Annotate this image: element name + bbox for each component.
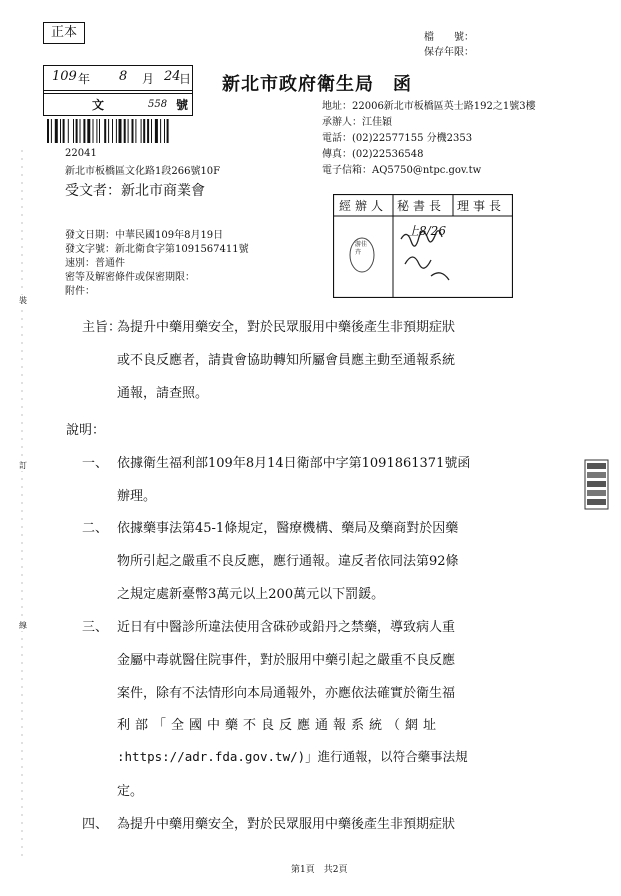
barcode-bar — [99, 119, 100, 143]
barcode-bar — [68, 119, 69, 143]
item-number: 二、 — [82, 521, 109, 536]
item-line: 案件，除有不法情形向本局通報外，亦應依法確實於衛生福 — [117, 686, 456, 701]
agency-contact: 承辦人：江佳穎 — [322, 117, 392, 128]
recipient-postal-code: 22041 — [65, 148, 97, 159]
binding-mark: 裝 — [19, 296, 27, 305]
item-line: 依據藥事法第45-1條規定，醫療機構、藥局及藥商對於因藥 — [117, 521, 459, 536]
copy-badge: 正本 — [43, 22, 85, 44]
item-line: 辦理。 — [117, 489, 157, 504]
barcode-bar — [160, 119, 161, 143]
item-line: 物所引起之嚴重不良反應，應行通報。違反者依同法第92條 — [117, 554, 459, 569]
recipient-name: 受文者：新北市商業會 — [65, 183, 205, 199]
receive-doc-number: 558 — [148, 99, 168, 110]
barcode-bar — [51, 119, 52, 143]
subject-line: 為提升中藥用藥安全，對於民眾服用中藥後產生非預期症狀 — [117, 320, 456, 335]
subject-line: 通報，請查照。 — [117, 386, 209, 401]
barcode-bar — [112, 119, 113, 143]
file-number-label: 檔 號： — [424, 32, 474, 43]
binding-mark: 訂 — [19, 461, 27, 470]
receive-month: 8 — [119, 69, 128, 84]
barcode-bar — [93, 119, 94, 143]
security-level: 密等及解密條件或保密期限： — [65, 272, 195, 283]
barcode-bar — [104, 119, 106, 143]
barcode-bar — [55, 119, 58, 143]
item-line: 金屬中毒就醫住院事件，對於服用中藥引起之嚴重不良反應 — [117, 653, 456, 668]
signoff-box — [333, 194, 513, 298]
barcode-bar — [80, 119, 81, 143]
binding-mark: 線 — [19, 621, 27, 630]
barcode-bar — [155, 119, 158, 143]
item-line: 利部「全國中藥不良反應通報系統（網址 — [117, 718, 442, 733]
document-title: 新北市政府衛生局 函 — [222, 74, 412, 95]
issue-date: 發文日期：中華民國109年8月19日 — [65, 230, 224, 241]
barcode — [46, 119, 214, 143]
barcode-bar — [132, 119, 134, 143]
item-line: 為提升中藥用藥安全，對於民眾服用中藥後產生非預期症狀 — [117, 817, 456, 832]
barcode-bar — [151, 119, 152, 143]
item-line: :https://adr.fda.gov.tw/)」進行通報，以符合藥事法規 — [117, 749, 468, 764]
item-number: 四、 — [82, 817, 109, 832]
page-footer: 第1頁 共2頁 — [291, 865, 348, 875]
barcode-bar — [147, 119, 149, 143]
barcode-bar — [47, 119, 49, 143]
side-seal-icon — [584, 459, 609, 510]
item-line: 依據衛生福利部109年8月14日衛部中字第1091861371號函 — [117, 456, 471, 471]
receive-year: 109 — [52, 69, 77, 84]
barcode-bar — [96, 119, 97, 143]
file-info — [424, 30, 474, 60]
binding-dashes — [0, 0, 30, 896]
receive-day: 24 — [164, 69, 181, 84]
barcode-bar — [124, 119, 126, 143]
signoff-header-handler: 經辦人 — [339, 199, 388, 213]
agency-phone: 電話：(02)22577155 分機2353 — [322, 133, 473, 144]
subject-line: 或不良反應者，請貴會協助轉知所屬會員應主動至通報系統 — [117, 353, 456, 368]
agency-fax: 傳真：(02)22536548 — [322, 149, 424, 160]
barcode-bar — [164, 119, 165, 143]
barcode-bar — [119, 119, 122, 143]
agency-email: 電子信箱：AQ5750@ntpc.gov.tw — [322, 165, 482, 176]
barcode-bar — [167, 119, 169, 143]
item-line: 定。 — [117, 784, 144, 799]
receive-day-char: 日 — [179, 72, 192, 86]
signoff-header-chairman: 理事長 — [457, 199, 506, 213]
attachment: 附件： — [65, 286, 95, 297]
receive-month-char: 月 — [142, 72, 155, 86]
barcode-bar — [135, 119, 136, 143]
retention-label: 保存年限： — [424, 47, 474, 58]
recipient-address: 新北市板橋區文化路1段266號10F — [65, 166, 221, 177]
agency-info — [322, 99, 536, 179]
barcode-bar — [108, 119, 109, 143]
receive-doc-char: 文 — [92, 98, 105, 112]
barcode-bar — [76, 119, 78, 143]
subject-label: 主旨： — [82, 320, 122, 335]
item-line: 之規定處新臺幣3萬元以上200萬元以下罰鍰。 — [117, 587, 385, 602]
priority: 速別：普通件 — [65, 258, 125, 269]
barcode-bar — [87, 119, 90, 143]
receive-number-char: 號 — [176, 98, 189, 112]
item-number: 三、 — [82, 620, 109, 635]
handler-seal: 游佳卉 — [355, 241, 368, 256]
barcode-bar — [116, 119, 117, 143]
barcode-bar — [60, 119, 61, 143]
barcode-bar — [143, 119, 145, 143]
item-line: 近日有中醫診所違法使用含硃砂或鉛丹之禁藥，導致病人重 — [117, 620, 456, 635]
barcode-bar — [128, 119, 129, 143]
barcode-bar — [141, 119, 142, 143]
barcode-bar — [73, 119, 74, 143]
signature-note: 上8/26 — [407, 224, 446, 238]
signoff-header-secretary: 秘書長 — [397, 199, 446, 213]
agency-address: 地址：22006新北市板橋區英士路192之1號3樓 — [322, 101, 536, 112]
document-number: 發文字號：新北衛食字第1091567411號 — [65, 244, 249, 255]
barcode-bar — [63, 119, 65, 143]
receive-stamp — [43, 65, 193, 116]
receive-year-char: 年 — [78, 72, 91, 86]
item-number: 一、 — [82, 456, 109, 471]
barcode-bar — [83, 119, 85, 143]
document-meta — [65, 229, 249, 299]
explanation-label: 說明： — [66, 423, 106, 438]
